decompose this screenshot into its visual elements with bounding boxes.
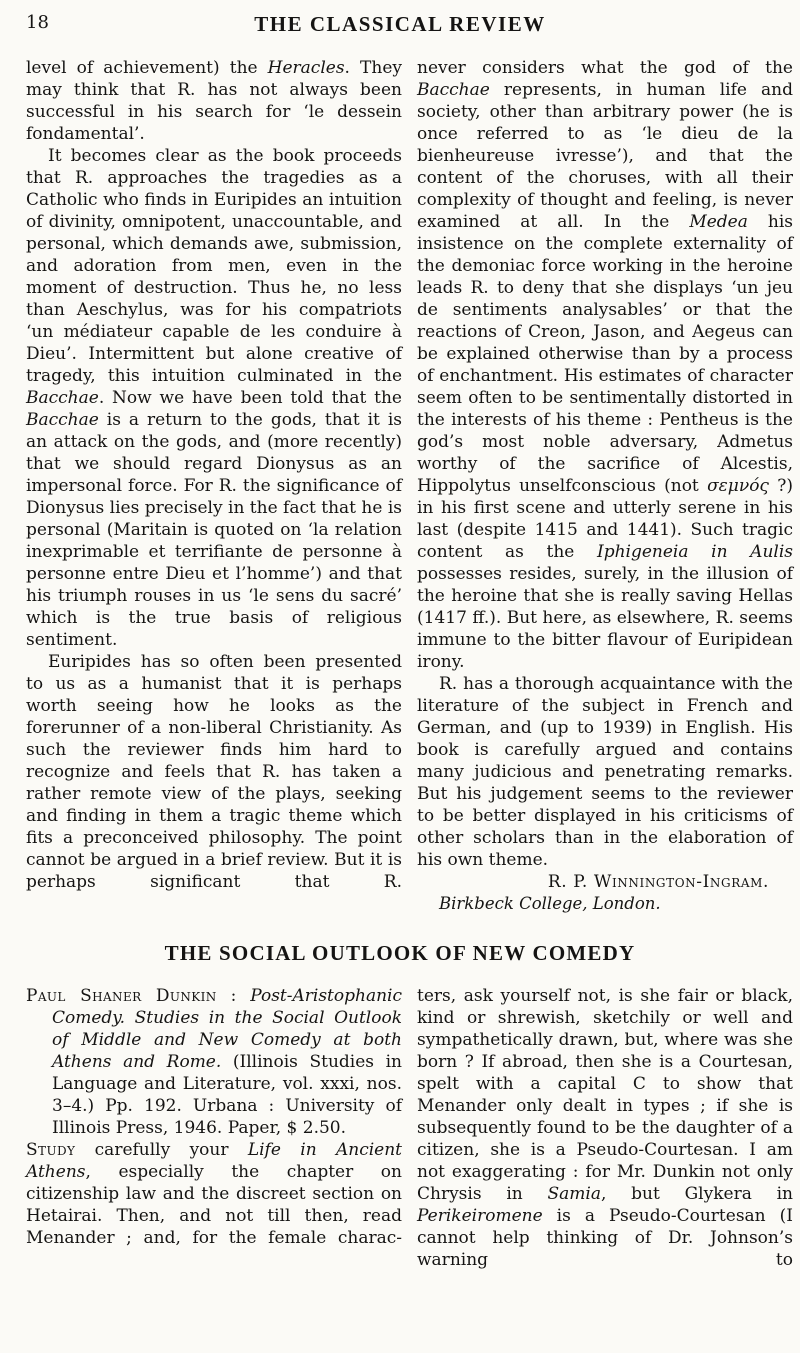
paragraph xyxy=(417,985,793,1271)
text-segment: level of achievement) the xyxy=(26,58,268,78)
text-segment-italic: Bacchae xyxy=(26,410,99,430)
review-article-new-comedy xyxy=(0,985,800,1271)
text-segment: his insistence on the complete externality of the demoniac force working in the heroine leads R. to deny that she displays ‘un jeu de sentiments analysables’ or that the reactions of Creon, Jason, and Aegeus can be explained otherwise than by a process of enchantment. His estimates of character seem often to be sentimentally distorted in the interests of his theme : Pentheus is the god’s most noble adversary, Admetus worthy of the sacrifice of Alcestis, Hippolytus unselfconscious (not xyxy=(417,212,794,496)
text-segment: , but Glykera in xyxy=(600,1184,793,1204)
paragraph xyxy=(26,985,402,1139)
article1-right-column xyxy=(417,57,793,915)
reviewer-signature: R. P. Winnington-Ingram. xyxy=(547,872,769,892)
paragraph xyxy=(417,673,793,871)
paragraph xyxy=(26,57,402,145)
text-segment: Euripides has so often been presented to us as a humanist that it is perhaps worth seeing how he looks as the forerunner of a non-liberal Christianity. As such the reviewer finds him hard to recognize and feels that R. has taken a rather remote view of the plays, seeking and finding in them a tragic theme which fits a preconceived philosophy. The point cannot be argued in a brief review. But it is perhaps significant that R. xyxy=(26,652,402,892)
journal-title: THE CLASSICAL REVIEW xyxy=(254,12,546,36)
text-segment: represents, in human life and society, other than arbitrary power (he is once referred to as ‘le dieu de la bienheureuse ivresse’), and that the content of the choruses, with all their complexity of thought and feeling, is never examined at all. In the xyxy=(417,80,793,232)
text-segment: ?) in his first scene and utterly serene in his last (despite 1415 and 1441). Such tragic content as the xyxy=(417,476,794,562)
text-segment: It becomes clear as the book proceeds that R. approaches the tragedies as a Catholic who finds in Euripides an intuition of divinity, omnipotent, unaccountable, and personal, which demands awe, submission, and adoration from men, even in the moment of destruction. Thus he, no less than Aeschylus, was for his compatriots ‘un médiateur capable de les conduire à Dieu’. Intermittent but alone creative of tragedy, this intuition culminated in the xyxy=(26,146,402,386)
text-segment: (Illinois Studies in Language and Literature, vol. xxxi, nos. 3–4.) Pp. 192. Urbana : University of Illinois Press, 1946. Paper, $ 2.50. xyxy=(52,1052,402,1138)
article1-left-text xyxy=(26,57,402,893)
page-header xyxy=(0,0,800,44)
text-segment-italic: Perikeiromene xyxy=(417,1206,543,1226)
page-number: 18 xyxy=(26,12,49,33)
paragraph xyxy=(26,651,402,893)
text-segment: . They may think that R. has not always been successful in his search for ‘le dessein fondamental’. xyxy=(26,58,402,144)
text-segment: , especially the chapter on citizenship law and the discreet section on Hetairai. Then, and not till then, read Menander ; and, for the female charac- xyxy=(26,1162,402,1248)
text-segment-italic: Life in Ancient Athens xyxy=(26,1140,403,1182)
text-segment-smallcaps: Study xyxy=(26,1140,76,1160)
text-segment-smallcaps: Paul Shaner Dunkin xyxy=(26,986,217,1006)
text-segment-italic: Bacchae xyxy=(417,80,490,100)
text-segment: possesses resides, surely, in the illusion of the heroine that she is really saving Hellas (1417 ff.). But here, as elsewhere, R. seems immune to the bitter flavour of Euripidean irony. xyxy=(417,564,793,672)
text-segment: is a Pseudo-Courtesan (I cannot help thinking of Dr. Johnson’s warning to xyxy=(417,1206,793,1270)
article2-left-text xyxy=(26,985,402,1249)
text-segment: . Now we have been told that the xyxy=(98,388,402,408)
text-segment: ters, ask yourself not, is she fair or black, kind or shrewish, sketchily or well and sympathetically drawn, but, where was she born ? If abroad, then she is a Courtesan, spelt with a capital C to show that Menander only dealt in types ; if she is subsequently found to be the daughter of a citizen, she is a Pseudo-Courtesan. I am not exaggerating : for Mr. Dunkin not only Chrysis in xyxy=(417,986,793,1204)
text-segment-italic: Heracles xyxy=(267,58,345,78)
text-segment-italic: Iphigeneia in Aulis xyxy=(597,542,793,562)
text-segment: is a return to the gods, that it is an attack on the gods, and (more recently) that we should regard Dionysus as an impersonal force. For R. the significance of Dionysus lies precisely in the fact that he is personal (Maritain is quoted on ‘la relation inexprimable et terrifiante de personne à personne entre Dieu et l’homme’) and that his triumph rouses in us ‘le sens du sacré’ which is the true basis of religious sentiment. xyxy=(26,410,402,650)
paragraph xyxy=(417,57,793,673)
article2-right-column xyxy=(417,985,793,1271)
text-segment-italic: Bacchae xyxy=(26,388,99,408)
article1-left-column xyxy=(26,57,402,915)
text-segment-italic: Post-Aristophanic Comedy. Studies in the Social Outlook of Middle and New Comedy at both Athens and Rome. xyxy=(52,986,402,1072)
article2-right-text xyxy=(417,985,793,1271)
article1-right-text xyxy=(417,57,793,871)
section-heading: THE SOCIAL OUTLOOK OF NEW COMEDY xyxy=(164,941,636,965)
text-segment: carefully your xyxy=(75,1140,248,1160)
article2-left-column xyxy=(26,985,402,1271)
paragraph xyxy=(26,145,402,651)
paragraph xyxy=(26,1139,402,1249)
text-segment: R. has a thorough acquaintance with the literature of the subject in French and German, and (up to 1939) in English. His book is carefully argued and contains many judicious and penetrating remarks. But his judgement seems to the reviewer to be better displayed in his criticisms of other scholars than in the elaboration of his own theme. xyxy=(417,674,793,870)
text-segment-italic: σεμνός xyxy=(707,476,769,496)
text-segment-italic: Samia xyxy=(547,1184,601,1204)
text-segment: never considers what the god of the xyxy=(417,58,793,78)
review-article-euripides xyxy=(0,57,800,915)
reviewer-affiliation: Birkbeck College, London. xyxy=(439,894,661,913)
article2-columns xyxy=(0,985,800,1271)
text-segment-italic: Medea xyxy=(689,212,748,232)
text-segment: : xyxy=(216,986,251,1006)
article1-columns xyxy=(0,57,800,915)
